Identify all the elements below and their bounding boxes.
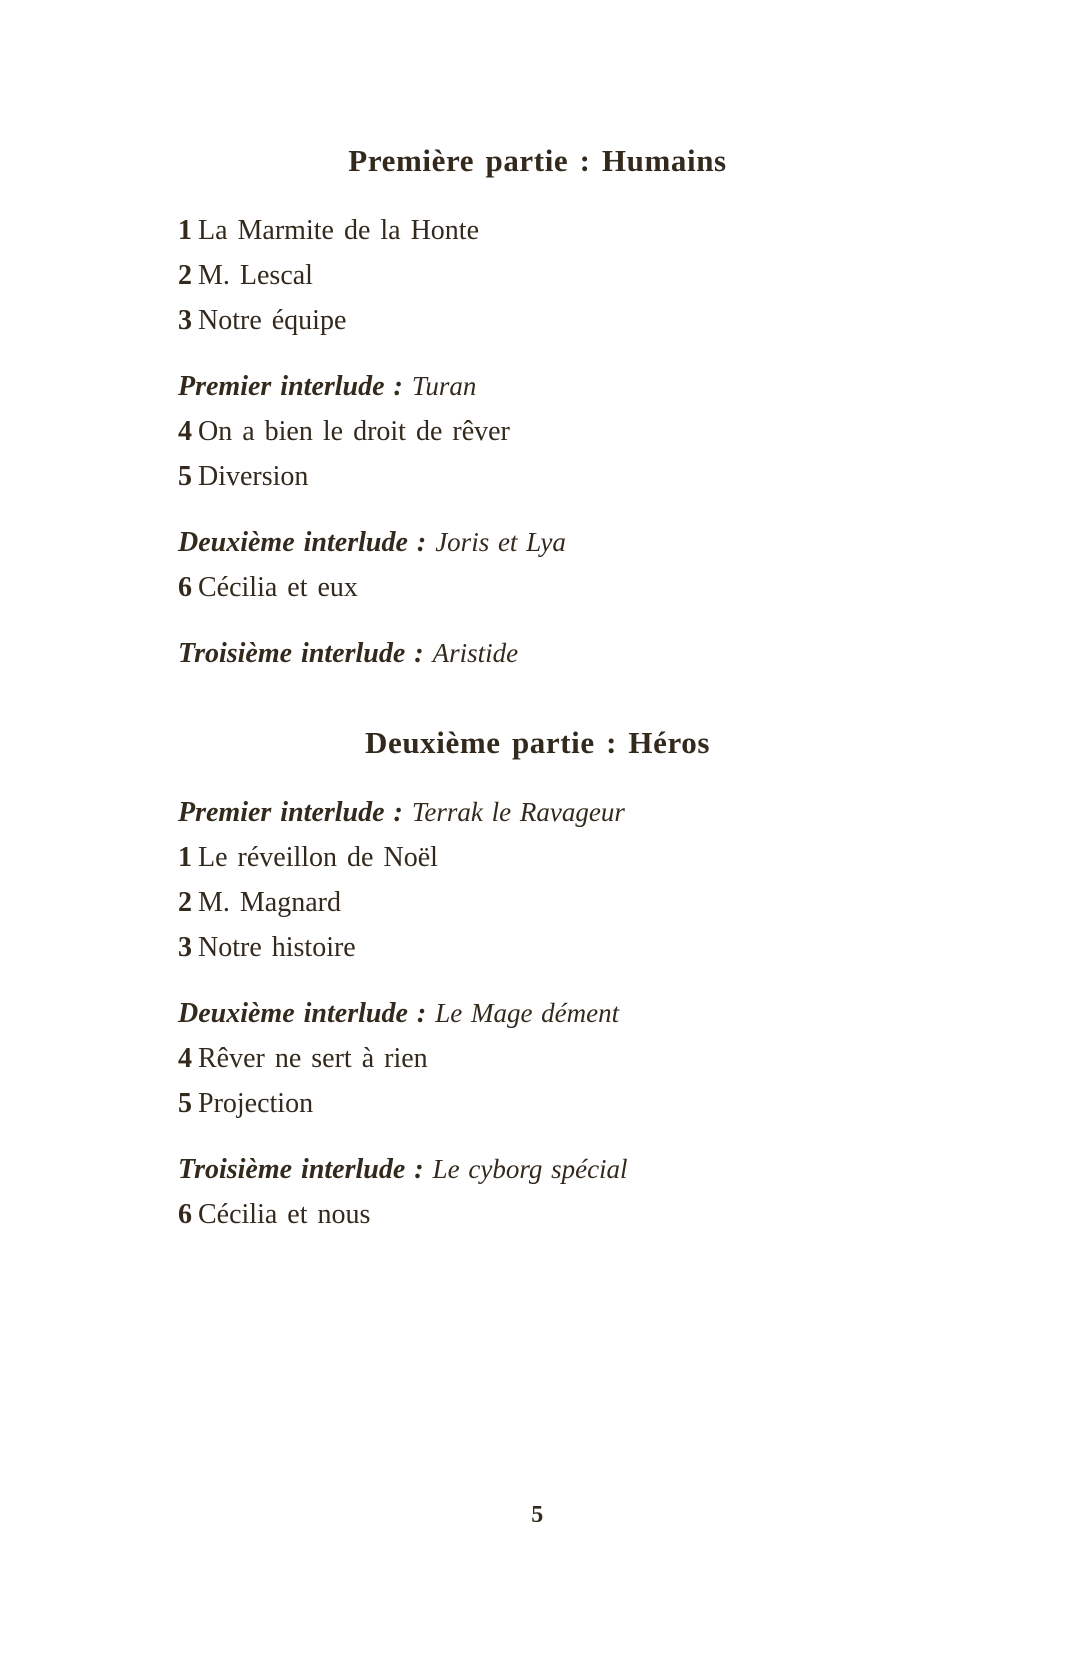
page-number: 5: [531, 1502, 544, 1528]
toc-chapter-entry: [0, 253, 1075, 298]
chapter-title: Le réveillon de Noël: [198, 842, 438, 873]
chapter-number: 2: [178, 260, 192, 291]
toc-chapter-entry: [0, 1081, 1075, 1126]
toc-chapter-entry: [0, 835, 1075, 880]
part-heading: Première partie : Humains: [348, 143, 727, 178]
toc-chapter-entry: [0, 409, 1075, 454]
chapter-number: 6: [178, 1199, 192, 1230]
interlude-name: Turan: [411, 371, 477, 401]
chapter-number: 6: [178, 572, 192, 603]
chapter-number: 5: [178, 461, 192, 492]
toc-chapter-entry: [0, 1036, 1075, 1081]
chapter-number: 4: [178, 416, 192, 447]
chapter-title: Notre équipe: [198, 305, 347, 336]
toc-interlude-entry: [0, 790, 1075, 835]
chapter-title: M. Lescal: [198, 260, 313, 291]
toc-interlude-entry: [0, 1147, 1075, 1192]
interlude-label: Deuxième interlude :: [178, 998, 436, 1029]
toc-chapter-entry: [0, 925, 1075, 970]
chapter-title: Notre histoire: [198, 932, 356, 963]
chapter-number: 3: [178, 305, 192, 336]
chapter-title: Cécilia et nous: [198, 1199, 371, 1230]
toc-interlude-entry: [0, 520, 1075, 565]
toc-chapter-entry: [0, 208, 1075, 253]
chapter-title: Rêver ne sert à rien: [198, 1043, 428, 1074]
interlude-label: Premier interlude :: [178, 371, 412, 402]
toc-chapter-entry: [0, 298, 1075, 343]
chapter-title: M. Magnard: [198, 887, 341, 918]
chapter-title: Projection: [198, 1088, 314, 1119]
toc-interlude-entry: [0, 631, 1075, 676]
toc-chapter-entry: [0, 1192, 1075, 1237]
chapter-number: 1: [178, 842, 192, 873]
chapter-title: On a bien le droit de rêver: [198, 416, 510, 447]
interlude-label: Deuxième interlude :: [178, 527, 436, 558]
toc-chapter-entry: [0, 454, 1075, 499]
toc-chapter-entry: [0, 565, 1075, 610]
chapter-title: Cécilia et eux: [198, 572, 358, 603]
chapter-number: 5: [178, 1088, 192, 1119]
interlude-name: Le Mage dément: [435, 998, 620, 1028]
chapter-number: 2: [178, 887, 192, 918]
interlude-name: Le cyborg spécial: [432, 1154, 628, 1184]
interlude-label: Premier interlude :: [178, 797, 412, 828]
part-heading: Deuxième partie : Héros: [364, 725, 711, 760]
chapter-number: 3: [178, 932, 192, 963]
toc-interlude-entry: [0, 364, 1075, 409]
interlude-label: Troisième interlude :: [178, 1154, 433, 1185]
chapter-number: 4: [178, 1043, 192, 1074]
interlude-name: Terrak le Ravageur: [411, 797, 625, 827]
chapter-title: Diversion: [198, 461, 309, 492]
interlude-label: Troisième interlude :: [178, 638, 433, 669]
toc-chapter-entry: [0, 880, 1075, 925]
toc-interlude-entry: [0, 991, 1075, 1036]
chapter-title: La Marmite de la Honte: [198, 215, 480, 246]
chapter-number: 1: [178, 215, 192, 246]
interlude-name: Aristide: [432, 638, 519, 668]
interlude-name: Joris et Lya: [435, 527, 566, 557]
